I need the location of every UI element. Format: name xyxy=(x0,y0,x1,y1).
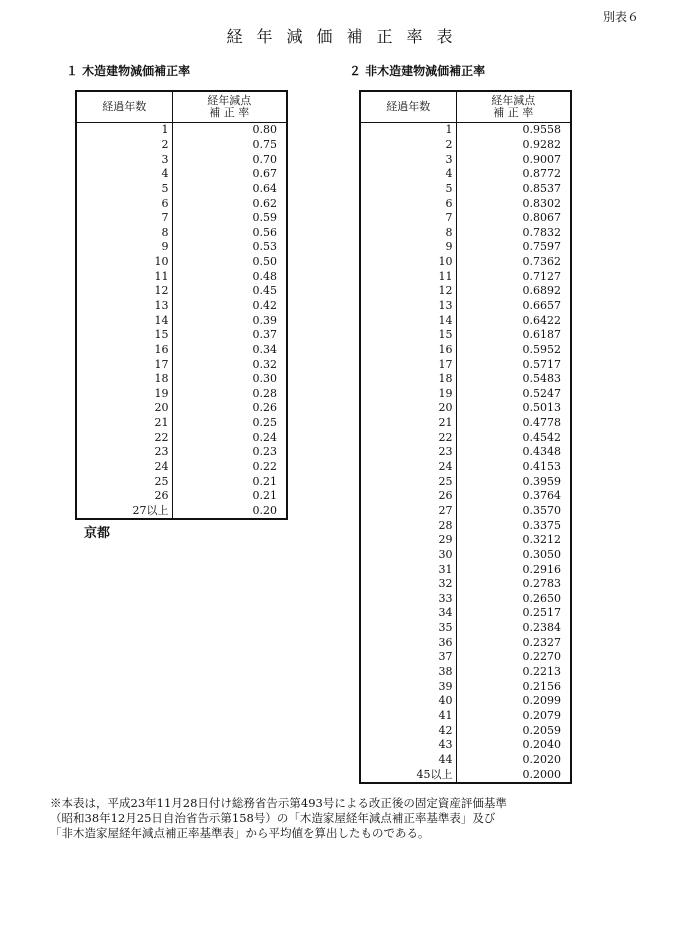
table-row xyxy=(360,504,571,519)
table-row xyxy=(76,489,287,504)
correction-rate-cell: 0.5013 xyxy=(456,401,571,416)
table-row xyxy=(360,562,571,577)
correction-rate-cell: 0.2384 xyxy=(456,621,571,636)
table-row xyxy=(76,313,287,328)
rate-header-line2: 補 正 率 xyxy=(209,106,250,119)
table-row xyxy=(76,255,287,270)
correction-rate-cell: 0.75 xyxy=(172,138,287,153)
correction-rate-cell: 0.8537 xyxy=(456,182,571,197)
table-row xyxy=(360,138,571,153)
elapsed-years-cell: 26 xyxy=(76,489,172,504)
elapsed-years-cell: 20 xyxy=(76,401,172,416)
elapsed-years-cell: 7 xyxy=(360,211,456,226)
correction-rate-cell: 0.39 xyxy=(172,313,287,328)
correction-rate-cell: 0.2000 xyxy=(456,767,571,783)
table-row xyxy=(360,269,571,284)
elapsed-years-cell: 9 xyxy=(360,240,456,255)
table-row xyxy=(360,694,571,709)
years-header: 経過年数 xyxy=(360,91,456,123)
correction-rate-cell: 0.5247 xyxy=(456,387,571,402)
elapsed-years-cell: 24 xyxy=(76,460,172,475)
correction-rate-cell: 0.56 xyxy=(172,225,287,240)
correction-rate-cell: 0.5952 xyxy=(456,343,571,358)
table-row xyxy=(360,738,571,753)
elapsed-years-cell: 19 xyxy=(360,387,456,402)
section2-title: ２ 非木造建物減価補正率 xyxy=(349,64,486,78)
table-row xyxy=(360,723,571,738)
correction-rate-cell: 0.6422 xyxy=(456,313,571,328)
correction-rate-cell: 0.3764 xyxy=(456,489,571,504)
elapsed-years-cell: 3 xyxy=(360,152,456,167)
correction-rate-cell: 0.50 xyxy=(172,255,287,270)
table-row xyxy=(360,284,571,299)
table-row xyxy=(360,343,571,358)
elapsed-years-cell: 26 xyxy=(360,489,456,504)
correction-rate-cell: 0.48 xyxy=(172,269,287,284)
table-row xyxy=(360,240,571,255)
correction-rate-cell: 0.2213 xyxy=(456,665,571,680)
table-row xyxy=(360,299,571,314)
elapsed-years-cell: 17 xyxy=(360,357,456,372)
table-row xyxy=(360,211,571,226)
correction-rate-cell: 0.28 xyxy=(172,387,287,402)
footnote-line: 「非木造家屋経年減点補正率基準表」から平均値を算出したものである。 xyxy=(50,826,430,840)
rate-header-line2: 補 正 率 xyxy=(493,106,534,119)
elapsed-years-cell: 9 xyxy=(76,240,172,255)
elapsed-years-cell: 2 xyxy=(360,138,456,153)
table-row xyxy=(76,269,287,284)
table-row xyxy=(360,474,571,489)
elapsed-years-cell: 18 xyxy=(76,372,172,387)
correction-rate-cell: 0.42 xyxy=(172,299,287,314)
elapsed-years-cell: 8 xyxy=(360,225,456,240)
elapsed-years-cell: 12 xyxy=(76,284,172,299)
correction-rate-cell: 0.32 xyxy=(172,357,287,372)
correction-rate-cell: 0.3375 xyxy=(456,518,571,533)
elapsed-years-cell: 41 xyxy=(360,709,456,724)
elapsed-years-cell: 28 xyxy=(360,518,456,533)
correction-rate-cell: 0.5717 xyxy=(456,357,571,372)
elapsed-years-cell: 25 xyxy=(76,474,172,489)
elapsed-years-cell: 15 xyxy=(76,328,172,343)
elapsed-years-cell: 11 xyxy=(76,269,172,284)
table-row xyxy=(76,123,287,138)
table-row xyxy=(360,387,571,402)
correction-rate-cell: 0.2059 xyxy=(456,723,571,738)
elapsed-years-cell: 27以上 xyxy=(76,504,172,520)
correction-rate-cell: 0.67 xyxy=(172,167,287,182)
elapsed-years-cell: 42 xyxy=(360,723,456,738)
elapsed-years-cell: 44 xyxy=(360,753,456,768)
table-row xyxy=(360,621,571,636)
correction-rate-cell: 0.3050 xyxy=(456,548,571,563)
correction-rate-cell: 0.8067 xyxy=(456,211,571,226)
elapsed-years-cell: 2 xyxy=(76,138,172,153)
correction-rate-cell: 0.2517 xyxy=(456,606,571,621)
rate-header xyxy=(172,91,287,123)
correction-rate-cell: 0.8772 xyxy=(456,167,571,182)
table-row xyxy=(360,548,571,563)
elapsed-years-cell: 25 xyxy=(360,474,456,489)
table-row xyxy=(360,665,571,680)
elapsed-years-cell: 19 xyxy=(76,387,172,402)
correction-rate-cell: 0.80 xyxy=(172,123,287,138)
table-row xyxy=(76,167,287,182)
elapsed-years-cell: 38 xyxy=(360,665,456,680)
elapsed-years-cell: 13 xyxy=(360,299,456,314)
elapsed-years-cell: 43 xyxy=(360,738,456,753)
elapsed-years-cell: 22 xyxy=(360,430,456,445)
elapsed-years-cell: 8 xyxy=(76,225,172,240)
table-row xyxy=(76,328,287,343)
table-row xyxy=(76,196,287,211)
correction-rate-cell: 0.3959 xyxy=(456,474,571,489)
elapsed-years-cell: 5 xyxy=(360,182,456,197)
table-row xyxy=(360,167,571,182)
elapsed-years-cell: 36 xyxy=(360,635,456,650)
elapsed-years-cell: 6 xyxy=(76,196,172,211)
table-row xyxy=(360,592,571,607)
correction-rate-cell: 0.25 xyxy=(172,416,287,431)
table-row xyxy=(360,709,571,724)
table-row xyxy=(360,416,571,431)
table-row xyxy=(360,401,571,416)
elapsed-years-cell: 13 xyxy=(76,299,172,314)
elapsed-years-cell: 30 xyxy=(360,548,456,563)
table-row xyxy=(360,313,571,328)
elapsed-years-cell: 20 xyxy=(360,401,456,416)
correction-rate-cell: 0.9558 xyxy=(456,123,571,138)
correction-rate-cell: 0.4778 xyxy=(456,416,571,431)
table-row xyxy=(360,328,571,343)
elapsed-years-cell: 27 xyxy=(360,504,456,519)
correction-rate-cell: 0.7362 xyxy=(456,255,571,270)
table-row xyxy=(76,445,287,460)
table-row xyxy=(360,196,571,211)
elapsed-years-cell: 5 xyxy=(76,182,172,197)
elapsed-years-cell: 6 xyxy=(360,196,456,211)
table-row xyxy=(76,387,287,402)
correction-rate-cell: 0.4153 xyxy=(456,460,571,475)
correction-rate-cell: 0.64 xyxy=(172,182,287,197)
correction-rate-cell: 0.6892 xyxy=(456,284,571,299)
rate-header-line1: 経年減点 xyxy=(491,94,536,107)
correction-rate-cell: 0.2040 xyxy=(456,738,571,753)
table-row xyxy=(360,357,571,372)
elapsed-years-cell: 21 xyxy=(360,416,456,431)
correction-rate-cell: 0.30 xyxy=(172,372,287,387)
table-row xyxy=(360,445,571,460)
elapsed-years-cell: 23 xyxy=(76,445,172,460)
elapsed-years-cell: 22 xyxy=(76,430,172,445)
elapsed-years-cell: 10 xyxy=(360,255,456,270)
elapsed-years-cell: 4 xyxy=(76,167,172,182)
correction-rate-cell: 0.7127 xyxy=(456,269,571,284)
correction-rate-cell: 0.2156 xyxy=(456,679,571,694)
correction-rate-cell: 0.26 xyxy=(172,401,287,416)
elapsed-years-cell: 7 xyxy=(76,211,172,226)
table-row xyxy=(76,138,287,153)
correction-rate-cell: 0.6657 xyxy=(456,299,571,314)
table-row xyxy=(360,372,571,387)
correction-rate-cell: 0.2099 xyxy=(456,694,571,709)
table-row xyxy=(76,182,287,197)
elapsed-years-cell: 17 xyxy=(76,357,172,372)
correction-rate-cell: 0.4348 xyxy=(456,445,571,460)
elapsed-years-cell: 14 xyxy=(360,313,456,328)
nonwooden-building-rate-table xyxy=(359,90,572,784)
correction-rate-cell: 0.53 xyxy=(172,240,287,255)
elapsed-years-cell: 10 xyxy=(76,255,172,270)
correction-rate-cell: 0.59 xyxy=(172,211,287,226)
table-row xyxy=(76,357,287,372)
table-row xyxy=(76,299,287,314)
table-row xyxy=(76,401,287,416)
appendix-label: 別表６ xyxy=(602,10,639,24)
table-row xyxy=(76,240,287,255)
elapsed-years-cell: 1 xyxy=(360,123,456,138)
elapsed-years-cell: 37 xyxy=(360,650,456,665)
elapsed-years-cell: 29 xyxy=(360,533,456,548)
correction-rate-cell: 0.3570 xyxy=(456,504,571,519)
elapsed-years-cell: 18 xyxy=(360,372,456,387)
correction-rate-cell: 0.2270 xyxy=(456,650,571,665)
table-row xyxy=(76,284,287,299)
table-row xyxy=(360,753,571,768)
correction-rate-cell: 0.2783 xyxy=(456,577,571,592)
table-row xyxy=(360,679,571,694)
correction-rate-cell: 0.20 xyxy=(172,504,287,520)
table-row xyxy=(76,372,287,387)
table-row xyxy=(76,460,287,475)
correction-rate-cell: 0.21 xyxy=(172,474,287,489)
elapsed-years-cell: 15 xyxy=(360,328,456,343)
table-row xyxy=(360,533,571,548)
elapsed-years-cell: 16 xyxy=(76,343,172,358)
correction-rate-cell: 0.3212 xyxy=(456,533,571,548)
correction-rate-cell: 0.7597 xyxy=(456,240,571,255)
table-row xyxy=(76,504,287,520)
correction-rate-cell: 0.70 xyxy=(172,152,287,167)
table-row xyxy=(360,255,571,270)
correction-rate-cell: 0.7832 xyxy=(456,225,571,240)
table-row xyxy=(360,152,571,167)
table-row xyxy=(76,343,287,358)
table-row xyxy=(76,211,287,226)
elapsed-years-cell: 39 xyxy=(360,679,456,694)
correction-rate-cell: 0.34 xyxy=(172,343,287,358)
correction-rate-cell: 0.21 xyxy=(172,489,287,504)
correction-rate-cell: 0.9282 xyxy=(456,138,571,153)
elapsed-years-cell: 16 xyxy=(360,343,456,358)
table-row xyxy=(76,225,287,240)
footnote xyxy=(50,796,650,841)
correction-rate-cell: 0.9007 xyxy=(456,152,571,167)
elapsed-years-cell: 4 xyxy=(360,167,456,182)
table-row xyxy=(360,577,571,592)
elapsed-years-cell: 3 xyxy=(76,152,172,167)
wooden-building-rate-table xyxy=(75,90,288,520)
elapsed-years-cell: 14 xyxy=(76,313,172,328)
correction-rate-cell: 0.2327 xyxy=(456,635,571,650)
elapsed-years-cell: 35 xyxy=(360,621,456,636)
table-row xyxy=(360,225,571,240)
elapsed-years-cell: 33 xyxy=(360,592,456,607)
table-row xyxy=(360,767,571,783)
correction-rate-cell: 0.23 xyxy=(172,445,287,460)
table-row xyxy=(360,635,571,650)
elapsed-years-cell: 31 xyxy=(360,562,456,577)
city-label: 京都 xyxy=(84,526,111,541)
correction-rate-cell: 0.2650 xyxy=(456,592,571,607)
elapsed-years-cell: 32 xyxy=(360,577,456,592)
rate-header-line1: 経年減点 xyxy=(207,94,252,107)
section1-title: １ 木造建物減価補正率 xyxy=(66,64,191,78)
correction-rate-cell: 0.2020 xyxy=(456,753,571,768)
correction-rate-cell: 0.5483 xyxy=(456,372,571,387)
table-row xyxy=(360,518,571,533)
elapsed-years-cell: 23 xyxy=(360,445,456,460)
elapsed-years-cell: 21 xyxy=(76,416,172,431)
elapsed-years-cell: 45以上 xyxy=(360,767,456,783)
correction-rate-cell: 0.37 xyxy=(172,328,287,343)
correction-rate-cell: 0.24 xyxy=(172,430,287,445)
years-header: 経過年数 xyxy=(76,91,172,123)
elapsed-years-cell: 1 xyxy=(76,123,172,138)
elapsed-years-cell: 24 xyxy=(360,460,456,475)
table-row xyxy=(76,416,287,431)
rate-header xyxy=(456,91,571,123)
elapsed-years-cell: 40 xyxy=(360,694,456,709)
table-row xyxy=(360,650,571,665)
correction-rate-cell: 0.22 xyxy=(172,460,287,475)
correction-rate-cell: 0.62 xyxy=(172,196,287,211)
table-row xyxy=(360,182,571,197)
table-row xyxy=(360,489,571,504)
correction-rate-cell: 0.45 xyxy=(172,284,287,299)
elapsed-years-cell: 34 xyxy=(360,606,456,621)
table-row xyxy=(76,474,287,489)
table-row xyxy=(76,430,287,445)
table-row xyxy=(360,460,571,475)
footnote-line: （昭和38年12月25日自治省告示第158号）の「木造家屋経年減点補正率基準表」及び xyxy=(50,811,496,825)
table-row xyxy=(360,123,571,138)
footnote-line: ※本表は，平成23年11月28日付け総務省告示第493号による改正後の固定資産評価基準 xyxy=(50,796,507,810)
correction-rate-cell: 0.8302 xyxy=(456,196,571,211)
table-row xyxy=(360,606,571,621)
correction-rate-cell: 0.2916 xyxy=(456,562,571,577)
correction-rate-cell: 0.4542 xyxy=(456,430,571,445)
table-row xyxy=(360,430,571,445)
elapsed-years-cell: 11 xyxy=(360,269,456,284)
correction-rate-cell: 0.6187 xyxy=(456,328,571,343)
correction-rate-cell: 0.2079 xyxy=(456,709,571,724)
table-row xyxy=(76,152,287,167)
elapsed-years-cell: 12 xyxy=(360,284,456,299)
page-title: 経年減価補正率表 xyxy=(226,27,467,46)
